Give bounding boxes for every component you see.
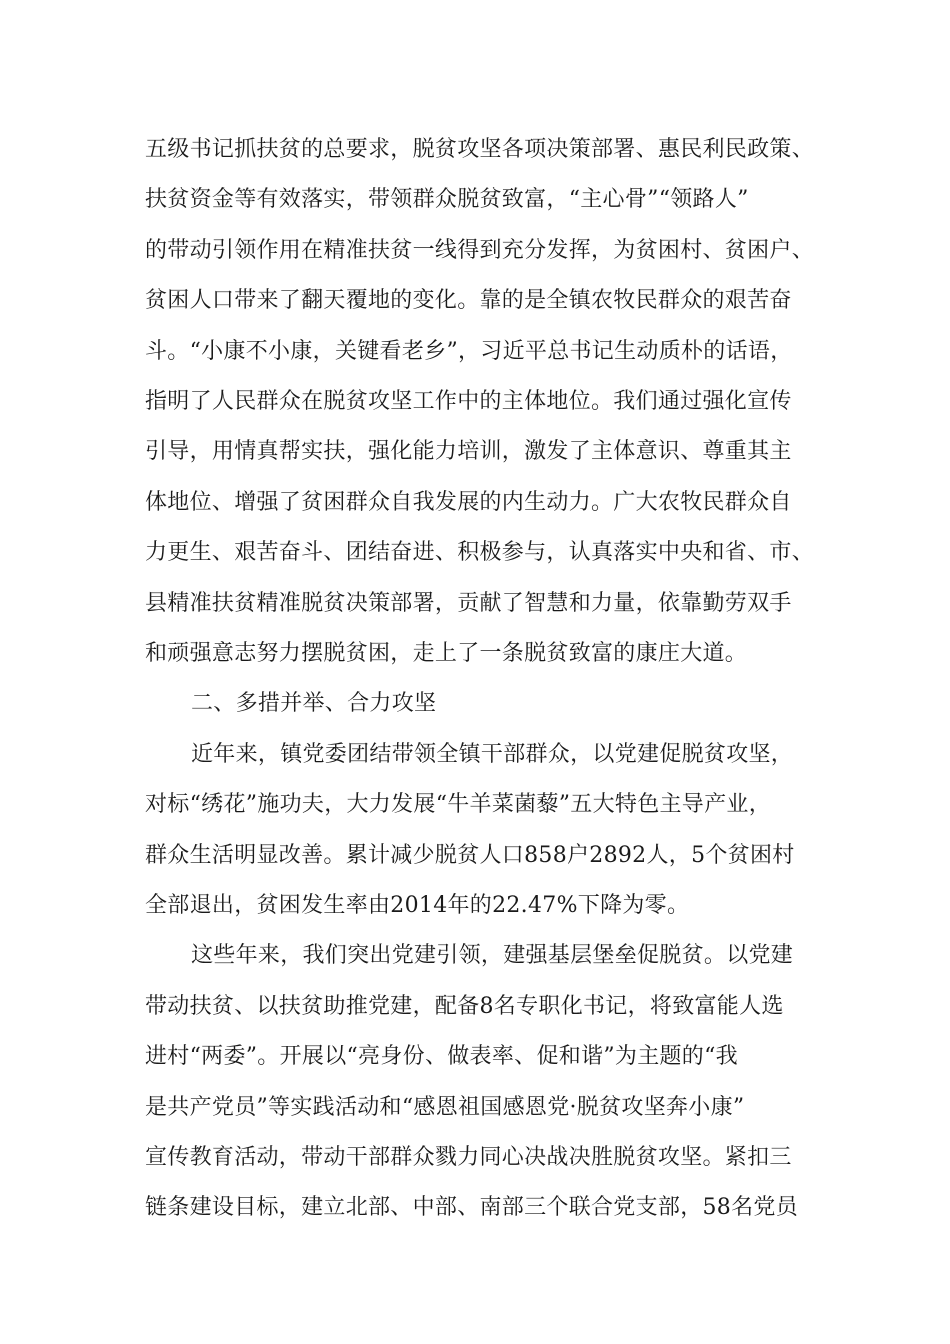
text-line: 五级书记抓扶贫的总要求，脱贫攻坚各项决策部署、惠民利民政策、 (145, 137, 815, 162)
text-line: 链条建设目标，建立北部、中部、南部三个联合党支部，58名党员 (145, 1195, 798, 1220)
text-line: 宣传教育活动，带动干部群众戮力同心决战决胜脱贫攻坚。紧扣三 (145, 1145, 792, 1170)
text-line: 斗。“小康不小康，关键看老乡”，习近平总书记生动质朴的话语， (145, 339, 793, 364)
text-line: 是共产党员”等实践活动和“感恩祖国感恩党·脱贫攻坚奔小康” (145, 1095, 745, 1120)
text-line: 贫困人口带来了翻天覆地的变化。靠的是全镇农牧民群众的艰苦奋 (145, 288, 792, 313)
text-line: 带动扶贫、以扶贫助推党建，配备8名专职化书记，将致富能人选 (145, 994, 784, 1019)
text-line: 的带动引领作用在精准扶贫一线得到充分发挥，为贫困村、贫困户、 (145, 238, 815, 263)
text-line: 力更生、艰苦奋斗、团结奋进、积极参与，认真落实中央和省、市、 (145, 540, 815, 565)
text-line: 县精准扶贫精准脱贫决策部署，贡献了智慧和力量，依靠勤劳双手 (145, 591, 792, 616)
text-line: 和顽强意志努力摆脱贫困，走上了一条脱贫致富的康庄大道。 (145, 641, 748, 666)
text-line: 引导，用情真帮实扶，强化能力培训，激发了主体意识、尊重其主 (145, 439, 792, 464)
text-line: 扶贫资金等有效落实，带领群众脱贫致富，“主心骨”“领路人” (145, 187, 749, 212)
section-heading: 二、多措并举、合力攻坚 (191, 691, 437, 716)
text-line: 这些年来，我们突出党建引领，建强基层堡垒促脱贫。以党建 (191, 943, 794, 968)
text-line: 进村“两委”。开展以“亮身份、做表率、促和谐”为主题的“我 (145, 1044, 738, 1069)
text-line: 体地位、增强了贫困群众自我发展的内生动力。广大农牧民群众自 (145, 490, 792, 515)
text-line: 群众生活明显改善。累计减少脱贫人口858户2892人，5个贫困村 (145, 843, 795, 868)
text-line: 指明了人民群众在脱贫攻坚工作中的主体地位。我们通过强化宣传 (145, 389, 792, 414)
text-line: 对标“绣花”施功夫，大力发展“牛羊菜菌藜”五大特色主导产业， (145, 792, 771, 817)
text-line: 近年来，镇党委团结带领全镇干部群众，以党建促脱贫攻坚， (191, 742, 794, 767)
text-line: 全部退出，贫困发生率由2014年的22.47%下降为零。 (145, 893, 690, 918)
